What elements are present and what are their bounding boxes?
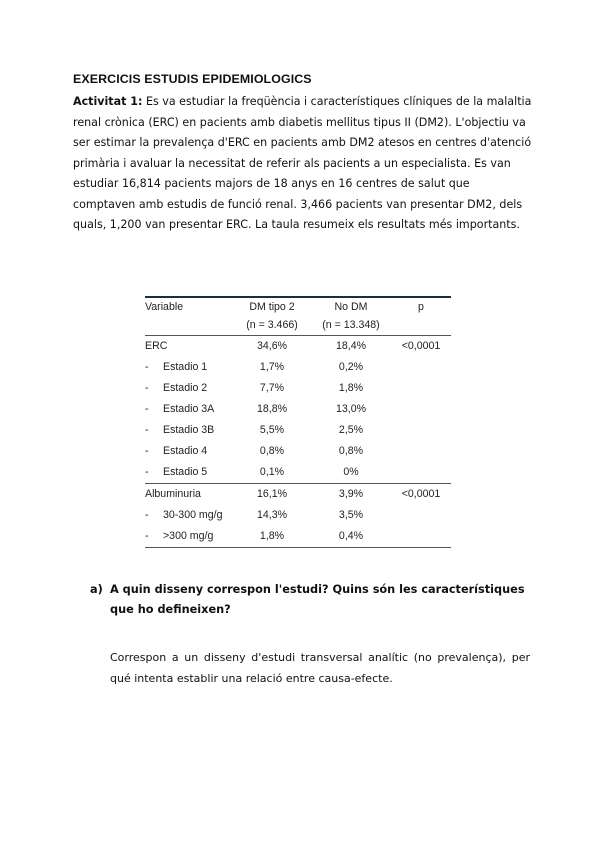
cell-dm: 7,7% (259, 382, 285, 394)
cell-dm: 18,8% (256, 403, 288, 415)
question-line-2: que ho defineixen? (110, 603, 231, 616)
cell-dm: 1,7% (259, 361, 285, 373)
cell-variable (145, 378, 233, 399)
row-label: Estadio 5 (163, 466, 208, 478)
cell-p (391, 526, 451, 548)
row-dash: - (145, 361, 149, 373)
cell-nodm: 1,8% (338, 382, 364, 394)
cell-nodm: 3,5% (338, 509, 364, 521)
cell-variable (145, 399, 233, 420)
document-heading: EXERCICIS ESTUDIS EPIDEMIOLOGICS (73, 72, 312, 86)
table-row (145, 399, 451, 420)
question-label: a) (90, 583, 103, 596)
row-dash: - (145, 403, 149, 415)
row-label: Estadio 3B (163, 424, 215, 436)
row-dash: - (145, 509, 149, 521)
cell-p (391, 420, 451, 441)
table-row (145, 357, 451, 378)
cell-p (391, 399, 451, 420)
cell-variable (145, 420, 233, 441)
question-a (90, 580, 540, 620)
cell-p (391, 357, 451, 378)
cell-variable (145, 441, 233, 462)
table-row (145, 441, 451, 462)
cell-nodm: 3,9% (311, 484, 391, 506)
cell-nodm: 0,4% (311, 526, 391, 548)
header-nodm: No DM (311, 297, 391, 316)
header-dm-n: (n = 3.466) (233, 316, 311, 336)
row-dash: - (145, 466, 149, 478)
cell-dm: 34,6% (256, 340, 288, 352)
cell-dm: 1,8% (233, 526, 311, 548)
table-row (145, 484, 451, 506)
activity-paragraph (73, 92, 533, 236)
question-line-1: A quin disseny correspon l'estudi? Quins són les característiques (110, 583, 525, 596)
row-label: Estadio 1 (163, 361, 208, 373)
cell-variable (145, 505, 233, 526)
row-label: ERC (145, 340, 168, 352)
cell-dm: 14,3% (256, 509, 288, 521)
cell-p (391, 505, 451, 526)
row-dash: - (145, 530, 149, 542)
row-dash: - (145, 445, 149, 457)
cell-p (391, 441, 451, 462)
cell-variable (145, 462, 233, 484)
row-label: 30-300 mg/g (163, 509, 223, 521)
row-label: Albuminuria (145, 488, 201, 500)
cell-dm: 16,1% (233, 484, 311, 506)
row-label: Estadio 4 (163, 445, 208, 457)
row-dash: - (145, 382, 149, 394)
cell-p: <0,0001 (401, 340, 441, 352)
header-p: p (391, 297, 451, 316)
cell-nodm: 18,4% (335, 340, 367, 352)
table-row (145, 378, 451, 399)
row-label: Estadio 2 (163, 382, 208, 394)
cell-variable (145, 484, 233, 506)
table-row (145, 505, 451, 526)
results-table (145, 296, 451, 548)
cell-nodm: 0,8% (338, 445, 364, 457)
activity-label: Activitat 1: (73, 95, 143, 108)
header-nodm-n: (n = 13.348) (311, 316, 391, 336)
cell-nodm: 13,0% (335, 403, 367, 415)
row-label: Estadio 3A (163, 403, 215, 415)
cell-variable (145, 336, 233, 358)
cell-dm: 0,1% (259, 466, 285, 478)
answer-text: Correspon a un disseny d'estudi transversal analític (no prevalença), per qué intenta establir una relació entre causa-efecte. (110, 651, 530, 685)
activity-text: Es va estudiar la freqüència i característiques clíniques de la malaltia renal crònica (ERC) en pacients amb diabetis mellitus tipus II (DM2). L'objectiu va ser estimar la prevalença d'ERC en pacients amb DM2 atesos en centres d'atenció primària i avaluar la necessitat de referir als pacients a un especialista. Es van estudiar 16,814 pacients majors de 18 anys en 16 centres de salut que comptaven amb estudis de funció renal. 3,466 pacients van presentar DM2, dels quals, 1,200 van presentar ERC. La taula resumeix els resultats més importants. (73, 95, 532, 231)
cell-variable (145, 357, 233, 378)
table-row (145, 462, 451, 484)
row-label: >300 mg/g (163, 530, 214, 542)
cell-p (391, 378, 451, 399)
cell-dm: 0,8% (259, 445, 285, 457)
cell-nodm: 2,5% (338, 424, 364, 436)
table-subheader-row (145, 316, 451, 336)
row-dash: - (145, 424, 149, 436)
cell-nodm: 0,2% (338, 361, 364, 373)
table-row (145, 526, 451, 548)
table-row (145, 336, 451, 358)
header-variable: Variable (145, 297, 233, 316)
header-dm: DM tipo 2 (233, 297, 311, 316)
cell-p (391, 462, 451, 484)
cell-p: <0,0001 (391, 484, 451, 506)
table-row (145, 420, 451, 441)
table-header-row (145, 297, 451, 316)
cell-nodm: 0% (343, 466, 359, 478)
cell-dm: 5,5% (259, 424, 285, 436)
cell-variable (145, 526, 233, 548)
